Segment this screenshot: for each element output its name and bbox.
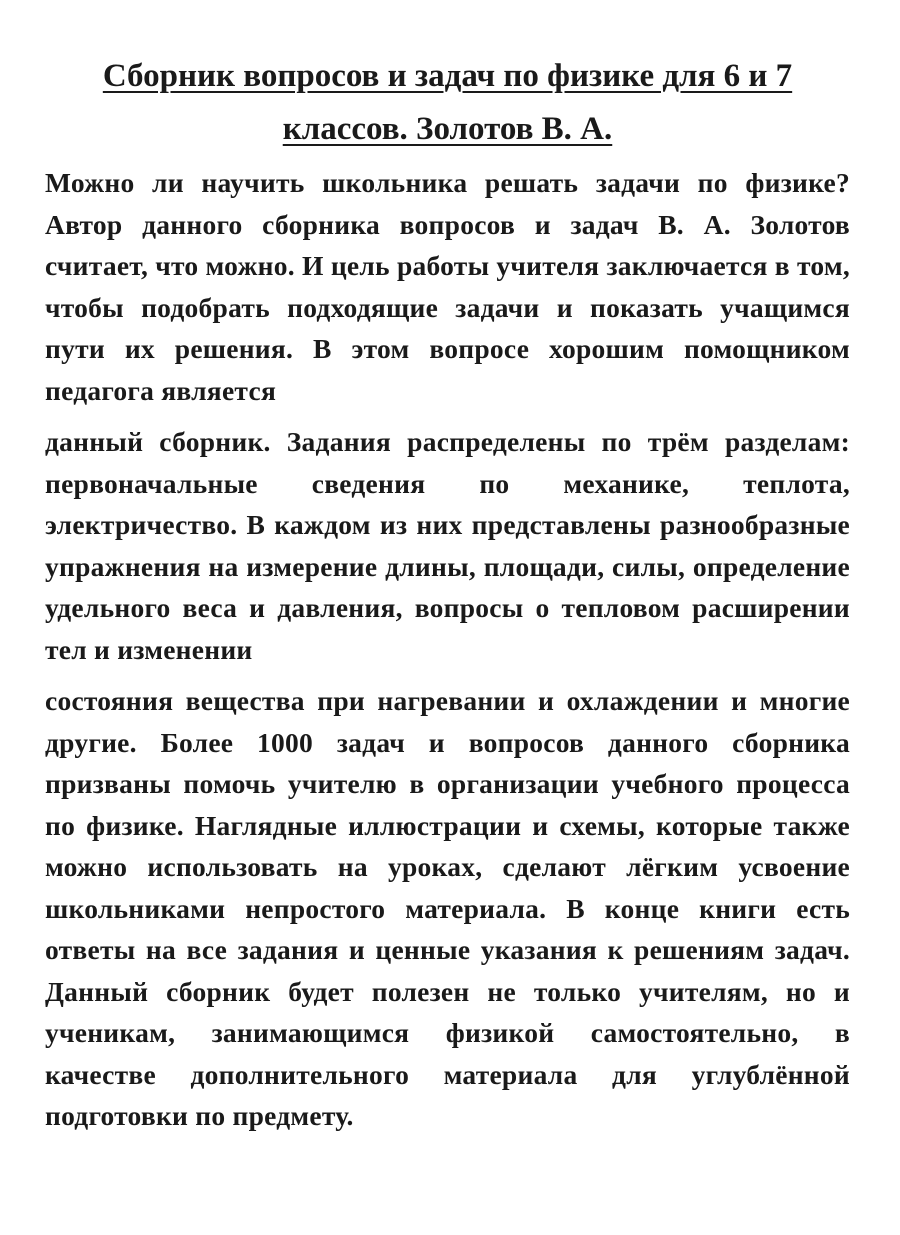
document-page [45, 50, 850, 1137]
paragraph-2: данный сборник. Задания распределены по трём разделам: первоначальные сведения по механике, теплота, электричество. В каждом из них представлены разнообразные упражнения на измерение длины, площади, силы, определение удельного веса и давления, вопросы о тепловом расширении тел и изменении [45, 426, 850, 665]
paragraph-1: Можно ли научить школьника решать задачи по физике? Автор данного сборника вопросов и задач В. А. Золотов считает, что можно. И цель работы учителя заключается в том, чтобы подобрать подходящие задачи и показать учащимся пути их решения. В этом вопросе хорошим помощником педагога является [45, 167, 850, 406]
paragraph-3: состояния вещества при нагревании и охлаждении и многие другие. Более 1000 задач и вопросов данного сборника призваны помочь учителю в организации учебного процесса по физике. Наглядные иллюстрации и схемы, которые также можно использовать на уроках, сделают лёгким усвоение школьниками непростого материала. В конце книги есть ответы на все задания и ценные указания к решениям задач. Данный сборник будет полезен не только учителям, но и ученикам, занимающимся физикой самостоятельно, в качестве дополнительного материала для углублённой подготовки по предмету. [45, 685, 850, 1131]
title-line-2: классов. Золотов В. А. [282, 111, 613, 147]
title-line-1: Сборник вопросов и задач по физике для 6 и 7 [102, 58, 793, 94]
document-title [45, 50, 850, 156]
